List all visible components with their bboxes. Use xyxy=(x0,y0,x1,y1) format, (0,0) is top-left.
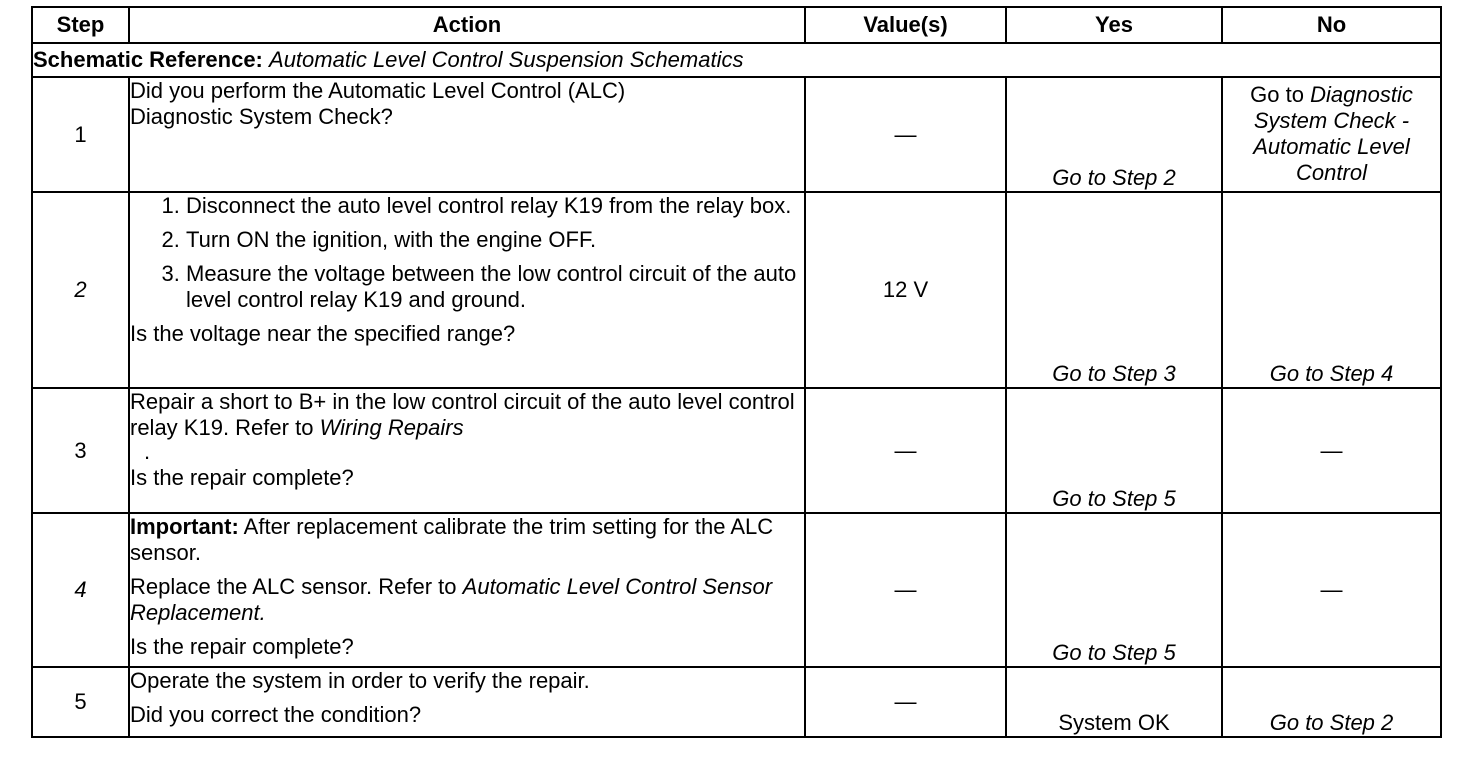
step-number: 2 xyxy=(32,192,129,388)
yes-cell: Go to Step 3 xyxy=(1006,192,1222,388)
header-step: Step xyxy=(32,7,129,43)
important-text: After replacement calibrate the trim setting for the ALC sensor. xyxy=(130,514,774,565)
procedure-step: 3. Measure the voltage between the low control circuit of the auto level control relay K19 and ground. xyxy=(186,261,804,313)
header-row xyxy=(32,7,1441,43)
no-cell xyxy=(1222,77,1441,192)
yes-cell: System OK xyxy=(1006,667,1222,737)
table-row xyxy=(32,513,1441,667)
header-values: Value(s) xyxy=(805,7,1006,43)
no-prefix: Go to xyxy=(1250,82,1304,107)
value-cell: — xyxy=(805,667,1006,737)
schematic-row xyxy=(32,43,1441,77)
question-text: Is the repair complete? xyxy=(130,634,354,659)
action-cell xyxy=(129,192,805,388)
no-cell: Go to Step 4 xyxy=(1222,192,1441,388)
schematic-reference xyxy=(32,43,1441,77)
procedure-steps xyxy=(130,193,804,313)
yes-cell: Go to Step 2 xyxy=(1006,77,1222,192)
yes-cell: Go to Step 5 xyxy=(1006,388,1222,513)
header-yes: Yes xyxy=(1006,7,1222,43)
question-text: Is the repair complete? xyxy=(130,465,354,490)
action-ref-link: Automatic Level Control Sensor Replacement. xyxy=(130,574,773,625)
important-label: Important: xyxy=(130,514,239,539)
schematic-label: Schematic Reference: xyxy=(33,47,263,72)
action-text-wrap xyxy=(130,389,804,441)
step-number: 4 xyxy=(32,513,129,667)
step-number: 5 xyxy=(32,667,129,737)
action-text: Replace the ALC sensor. Refer to xyxy=(130,574,457,599)
procedure-step: 2. Turn ON the ignition, with the engine OFF. xyxy=(186,227,804,253)
header-no: No xyxy=(1222,7,1441,43)
action-ref-link: Wiring Repairs xyxy=(319,415,464,440)
value-cell: 12 V xyxy=(805,192,1006,388)
no-cell: — xyxy=(1222,388,1441,513)
table-row xyxy=(32,667,1441,737)
table-row xyxy=(32,77,1441,192)
question-text: Is the voltage near the specified range? xyxy=(130,321,516,346)
no-cell: — xyxy=(1222,513,1441,667)
table-row xyxy=(32,192,1441,388)
action-text-wrap xyxy=(130,574,804,626)
yes-cell: Go to Step 5 xyxy=(1006,513,1222,667)
table-row xyxy=(32,388,1441,513)
value-cell: — xyxy=(805,388,1006,513)
no-ref: Diagnostic System Check - Automatic Level Control xyxy=(1253,82,1413,185)
period-mark: . xyxy=(144,439,151,464)
diagnostic-table xyxy=(31,6,1442,738)
procedure-step: 1. Disconnect the auto level control relay K19 from the relay box. xyxy=(186,193,804,219)
header-action: Action xyxy=(129,7,805,43)
action-text: Did you perform the Automatic Level Control (ALC) Diagnostic System Check? xyxy=(130,78,626,129)
value-cell: — xyxy=(805,77,1006,192)
action-cell xyxy=(129,513,805,667)
question-text: Did you correct the condition? xyxy=(130,702,422,727)
step-number: 3 xyxy=(32,388,129,513)
step-number: 1 xyxy=(32,77,129,192)
action-cell xyxy=(129,667,805,737)
value-cell: — xyxy=(805,513,1006,667)
no-cell: Go to Step 2 xyxy=(1222,667,1441,737)
action-cell xyxy=(129,77,805,192)
schematic-ref-link: Automatic Level Control Suspension Schematics xyxy=(269,47,744,72)
important-note xyxy=(130,514,804,566)
action-text: Repair a short to B+ in the low control circuit of the auto level control relay K19. Refer to xyxy=(130,389,795,440)
action-text: Operate the system in order to verify the repair. xyxy=(130,668,590,693)
action-cell xyxy=(129,388,805,513)
